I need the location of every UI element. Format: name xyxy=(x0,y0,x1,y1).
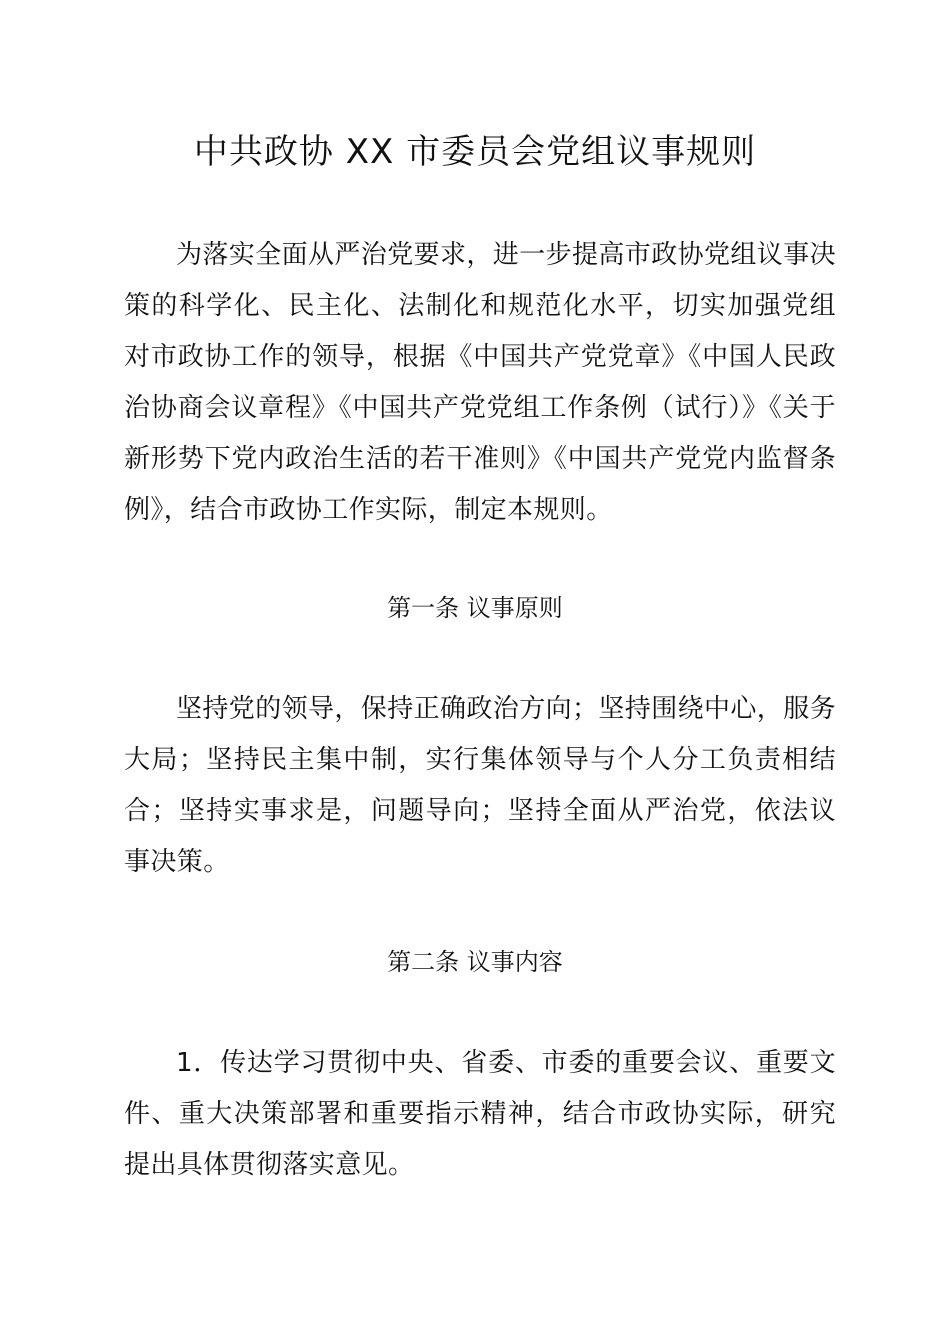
article-2-body: 1．传达学习贯彻中央、省委、市委的重要会议、重要文件、重大决策部署和重要指示精神，结合市政协实际，研究提出具体贯彻落实意见。 xyxy=(124,1048,836,1180)
article-2-heading: 第二条 议事内容 xyxy=(387,948,563,976)
intro-paragraph: 为落实全面从严治党要求，进一步提高市政协党组议事决策的科学化、民主化、法制化和规范化水平，切实加强党组对市政协工作的领导，根据《中国共产党党章》《中国人民政治协商会议章程》《中国共产党党组工作条例（试行）》《关于新形势下党内政治生活的若干准则》《中国共产党党内监督条例》，结合市政协工作实际，制定本规则。 xyxy=(124,240,837,525)
article-1-body: 坚持党的领导，保持正确政治方向；坚持围绕中心，服务大局；坚持民主集中制，实行集体领导与个人分工负责相结合；坚持实事求是，问题导向；坚持全面从严治党，依法议事决策。 xyxy=(124,694,837,877)
article-1-heading: 第一条 议事原则 xyxy=(387,594,563,622)
document-title: 中共政协 XX 市委员会党组议事规则 xyxy=(193,132,757,172)
